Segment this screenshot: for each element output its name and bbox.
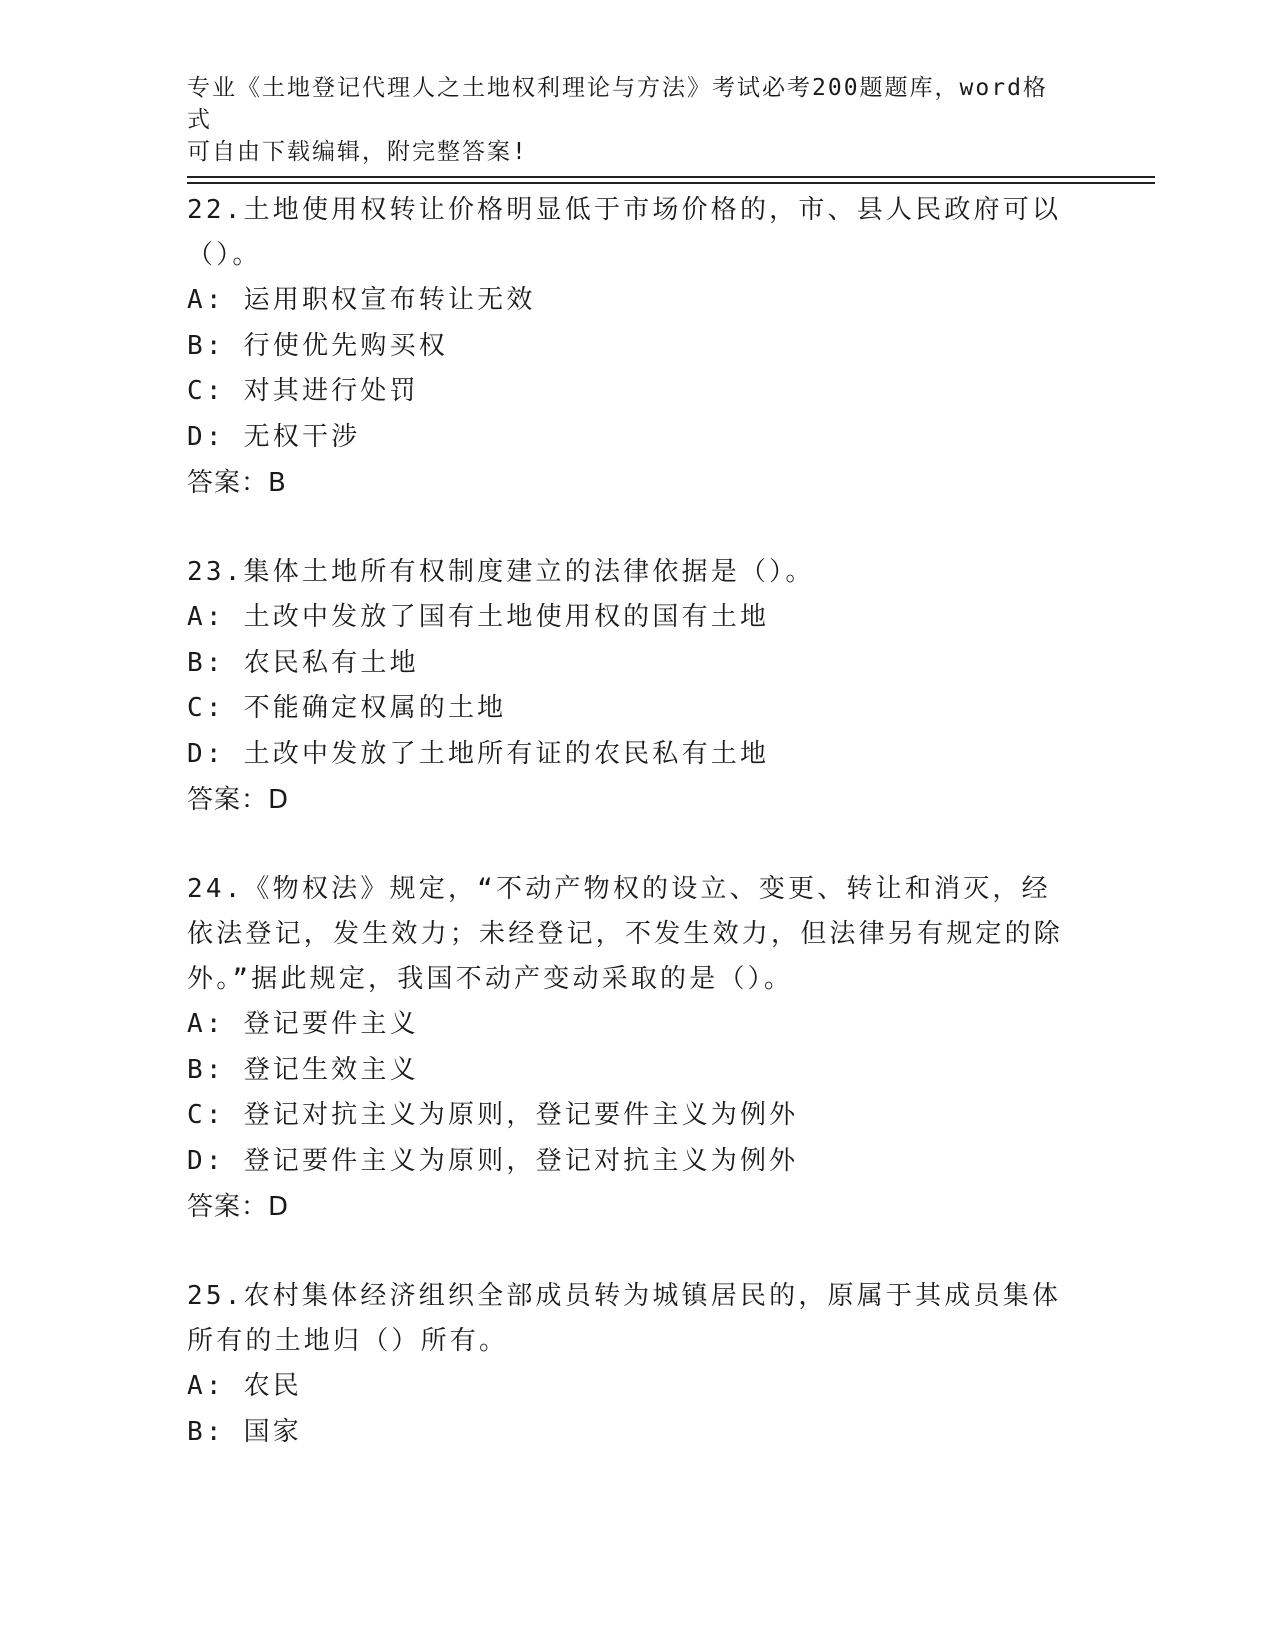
option-text: 登记对抗主义为原则，登记要件主义为例外 xyxy=(243,1100,799,1130)
option-label: A: xyxy=(187,602,225,632)
option-text: 登记生效主义 xyxy=(243,1054,419,1085)
option-label: B: xyxy=(187,1054,225,1085)
option-c xyxy=(187,369,1067,415)
option-label: D: xyxy=(187,738,225,769)
option-text: 行使优先购买权 xyxy=(243,330,448,361)
option-a xyxy=(187,595,1067,641)
option-text: 无权干涉 xyxy=(243,421,361,452)
header-divider-bottom xyxy=(187,182,1155,184)
option-b xyxy=(187,1048,1067,1094)
option-d xyxy=(187,1139,1067,1185)
option-a xyxy=(187,1364,1067,1410)
option-text: 农民 xyxy=(243,1371,302,1401)
option-d xyxy=(187,732,1067,778)
question-stem: 23.集体土地所有权制度建立的法律依据是（）。 xyxy=(187,557,815,587)
option-label: C: xyxy=(187,376,225,406)
option-label: B: xyxy=(187,1416,225,1447)
question-list xyxy=(187,188,1067,1499)
option-b xyxy=(187,641,1067,687)
option-d xyxy=(187,415,1067,461)
question-22 xyxy=(187,188,1067,506)
option-label: A: xyxy=(187,1009,225,1039)
option-text: 登记要件主义为原则，登记对抗主义为例外 xyxy=(243,1145,799,1176)
option-text: 土改中发放了土地所有证的农民私有土地 xyxy=(243,738,770,769)
option-label: B: xyxy=(187,330,225,361)
answer-line: 答案：D xyxy=(187,1192,290,1222)
answer-line: 答案：D xyxy=(187,785,290,815)
option-text: 不能确定权属的土地 xyxy=(243,693,507,723)
option-text: 对其进行处罚 xyxy=(243,376,419,406)
question-23 xyxy=(187,550,1067,823)
question-24 xyxy=(187,867,1067,1230)
option-text: 国家 xyxy=(243,1416,302,1447)
header-divider-top xyxy=(187,176,1155,178)
option-c xyxy=(187,1093,1067,1139)
header-line-1: 专业《土地登记代理人之土地权利理论与方法》考试必考200题题库，word格式 xyxy=(187,75,1048,133)
option-label: C: xyxy=(187,1100,225,1130)
option-a xyxy=(187,278,1067,324)
option-label: B: xyxy=(187,647,225,678)
header-line-2: 可自由下载编辑，附完整答案! xyxy=(187,139,528,165)
answer-line: 答案：B xyxy=(187,468,287,498)
option-label: A: xyxy=(187,1371,225,1401)
document-header xyxy=(187,72,1067,168)
question-25 xyxy=(187,1274,1067,1455)
option-text: 农民私有土地 xyxy=(243,647,419,678)
option-label: C: xyxy=(187,693,225,723)
option-text: 运用职权宣布转让无效 xyxy=(243,285,536,315)
option-label: D: xyxy=(187,1145,225,1176)
option-label: A: xyxy=(187,285,225,315)
question-stem: 25.农村集体经济组织全部成员转为城镇居民的，原属于其成员集体所有的土地归（）所有。 xyxy=(187,1281,1062,1356)
option-text: 土改中发放了国有土地使用权的国有土地 xyxy=(243,602,770,632)
option-b xyxy=(187,1410,1067,1456)
option-label: D: xyxy=(187,421,225,452)
option-a xyxy=(187,1002,1067,1048)
option-b xyxy=(187,324,1067,370)
question-stem: 24.《物权法》规定，“不动产物权的设立、变更、转让和消灭，经依法登记，发生效力；未经登记，不发生效力，但法律另有规定的除外。”据此规定，我国不动产变动采取的是（）。 xyxy=(187,874,1064,994)
option-text: 登记要件主义 xyxy=(243,1009,419,1039)
question-stem: 22.土地使用权转让价格明显低于市场价格的，市、县人民政府可以（）。 xyxy=(187,195,1062,270)
option-c xyxy=(187,686,1067,732)
